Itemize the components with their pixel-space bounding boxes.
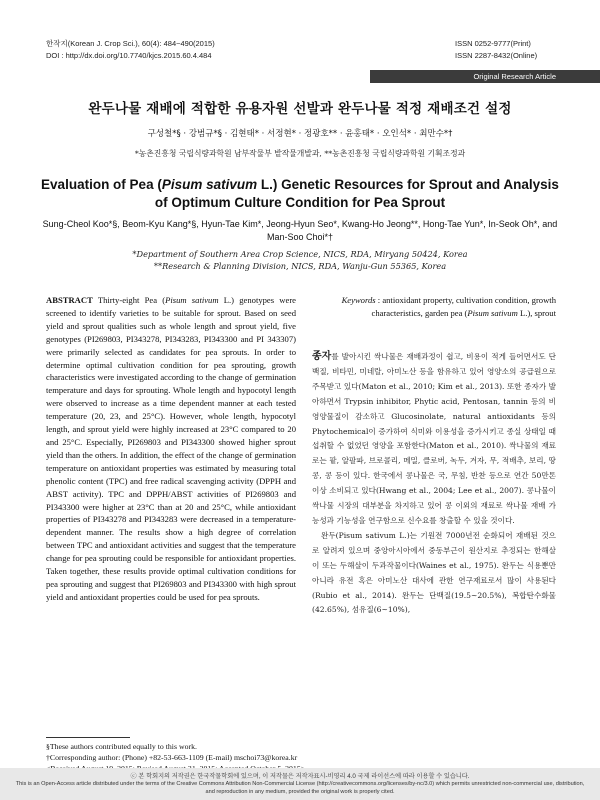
footnote-corresponding-author: †Corresponding author: (Phone) +82-53-663-1109 (E-mail) mschoi73@korea.kr [46, 753, 298, 762]
keywords-label: Keywords [341, 295, 376, 305]
intro-paragraph-1-text: 를 발아시킨 싹나물은 재배과정이 쉽고, 비용이 적게 들어면서도 단백질, 비타민, 미네랄, 아미노산 등을 함유하고 있어 영양소의 공급원으로 주목받고 있다(Maton et al., 2010; Kim et al., 2013). 또한 종자가 발아하면서 Trypsin inhibitor, Phytic acid, Pentosan, tannin 등의 비영양물질이 감소하고 Glucosinolate, natural antioxidants 등의 Phytochemical이 증가하여 식미와 이용성을 증가시키고 종실 상태일 때 섭취할 수 없었던 영양을 포함한다(Maton et al., 2010). 싹나물의 재료로는 팥, 알팔파, 브로콜리, 메밀, 클로버, 녹두, 겨자, 무, 적배추, 보리, 땅콩, 콩 등이 있다. 한국에서 콩나물은 국, 무침, 반찬 등으로 연간 50만톤 이상 소비되고 있다(Hwang et al., 2004; Lee et al., 2007). 콩나물이 싹나물 시장의 대부분을 차지하고 있어 콩 이외의 재료로 싹나물 재배 가능성과 기능성을 연구함으로 신수요를 창출할 수 있을 것이다. [312, 352, 556, 525]
license-bar [0, 768, 600, 800]
introduction-body [312, 350, 556, 618]
title-english-part2: L.) Genetic Resources for Sprout and Analysis of Optimum Culture Condition for Pea Sprout [154, 177, 559, 210]
abstract-species: Pisum sativum [165, 295, 219, 305]
authors-english: Sung-Cheol Koo*§, Beom-Kyu Kang*§, Hyun-Tae Kim*, Jeong-Hyun Seo*, Kwang-Ho Jeong**, Hong-Tae Yun*, In-Seok Oh*, and Man-Soo Choi*† [42, 219, 558, 242]
issn-print: ISSN 0252-9777(Print) [455, 39, 531, 48]
affiliation-korean: *농촌진흥청 국립식량과학원 남부작물부 밭작물개발과, **농촌진흥청 국립식량과학원 기획조정과 [134, 149, 466, 158]
doi-line[interactable]: DOI : http://dx.doi.org/10.7740/kjcs.2015.60.4.484 [46, 51, 212, 60]
issn-block [455, 38, 537, 62]
intro-lead-word: 종자 [312, 351, 332, 362]
intro-paragraph-2: 완두(Pisum sativum L.)는 기원전 7000년전 순화되어 재배된 것으로 알려져 있으며 중앙아시아에서 중동부근이 원산지로 추정되는 한해살이 또는 두해살이 두과작물이다(Waines et al., 1975). 완두는 식용뿐만 아니라 유전 혹은 아미노산 대사에 관한 연구재료로서 많이 사용된다(Rubio et al., 2014). 완두는 단백질(19.5~20.5%), 복합탄수화물(42.65%), 섬유질(6~10%), [312, 530, 556, 615]
affiliation-english-2: **Research & Planning Division, NICS, RDA, Wanju-Gun 55365, Korea [153, 261, 447, 271]
abstract-text-1: Thirty-eight Pea ( [92, 295, 166, 305]
title-english-part1: Evaluation of Pea ( [41, 177, 162, 192]
keywords-species: Pisum sativum [467, 307, 518, 318]
issn-online: ISSN 2287-8432(Online) [455, 51, 538, 60]
license-english: This is an Open-Access article distributed under the terms of the Creative Commons Attribution Non-Commercial License (http://creativecommons.org/licenses/by-nc/3.0) which permits unrestricted non-commercial use, distribution, and reproduction in any medium, provided the original work is properly cited. [15, 781, 585, 795]
authors-korean: 구성철*§ · 강범규*§ · 김현태* · 서정현* · 정광호** · 윤홍태* · 오인석* · 최만수*† [147, 129, 453, 139]
article-type-bar: Original Research Article [370, 70, 600, 83]
abstract [46, 294, 296, 604]
abstract-text-2: L.) genotypes were screened to identify varieties to be suitable for sprout. Based on seed yield and sprout qualities such as whole length and sprout yield, five genotypes (PI269803, PI343278, PI343283, PI343300 and PI 343307) were primarily selected as candidates for pea sprouts. In order to determine optimal cultivation condition for pea sprouting, growth characteristics were investigated according to the change of germination temperature and days for sprouting. Whole length and hypocotyl length were observed to increase as a time dependent manner at each tested temperature (20, 23, and 25°C). However, whole length, hypocotyl length, and sprout yield were highly increased at 23°C compared to 20 and 25°C. Especially, PI269803 and PI343300 showed higher sprout yield than the others. In addition, the effect of the change of germination temperature on antioxidant properties was estimated by measuring total phenolic content (TPC) and free radical scavenging activity (DPPH and ABST activity). TPC and DPPH/ABST activities of PI269803 and PI343300 were higher at 23°C than at 20 and 25°C, while antioxidant properties of PI343278 and PI343283 were decreased in a temperature-dependent manner. The results show a high degree of correlation between TPC and antioxidant activities and suggest that the temperature change for pea sprouting could be responsible for antioxidant properties. Taken together, these results provide optimal cultivation conditions for pea sprouting and suggest that PI269803 and PI343300 with high sprout yield and antioxidant properties could be used for pea sprouts. [46, 295, 296, 602]
footnote-equal-contribution: §These authors contributed equally to this work. [46, 742, 197, 751]
footnote-divider [46, 737, 130, 738]
keywords-text-1: : antioxidant property, cultivation condition, growth characteristics, garden pea ( [371, 295, 556, 318]
affiliation-english [40, 248, 560, 272]
journal-header [46, 38, 215, 62]
title-english-species: Pisum sativum [161, 177, 258, 192]
affiliation-english-1: *Department of Southern Area Crop Science, NICS, RDA, Miryang 50424, Korea [132, 249, 468, 259]
license-korean: ⓒ 본 학회지의 저작권은 한국작물학회에 있으며, 이 저작물은 저작자표시-비영리 4.0 국제 라이선스에 따라 이용할 수 있습니다. [130, 773, 470, 780]
title-english [40, 176, 560, 212]
keywords [312, 294, 556, 320]
intro-paragraph-1 [312, 350, 556, 529]
journal-citation: 한작지(Korean J. Crop Sci.), 60(4): 484~490(2015) [46, 39, 215, 48]
title-korean: 완두나물 재배에 적합한 유용자원 선발과 완두나물 적정 재배조건 설정 [88, 101, 512, 117]
abstract-label: ABSTRACT [46, 295, 93, 305]
keywords-text-2: L.), sprout [517, 307, 556, 318]
